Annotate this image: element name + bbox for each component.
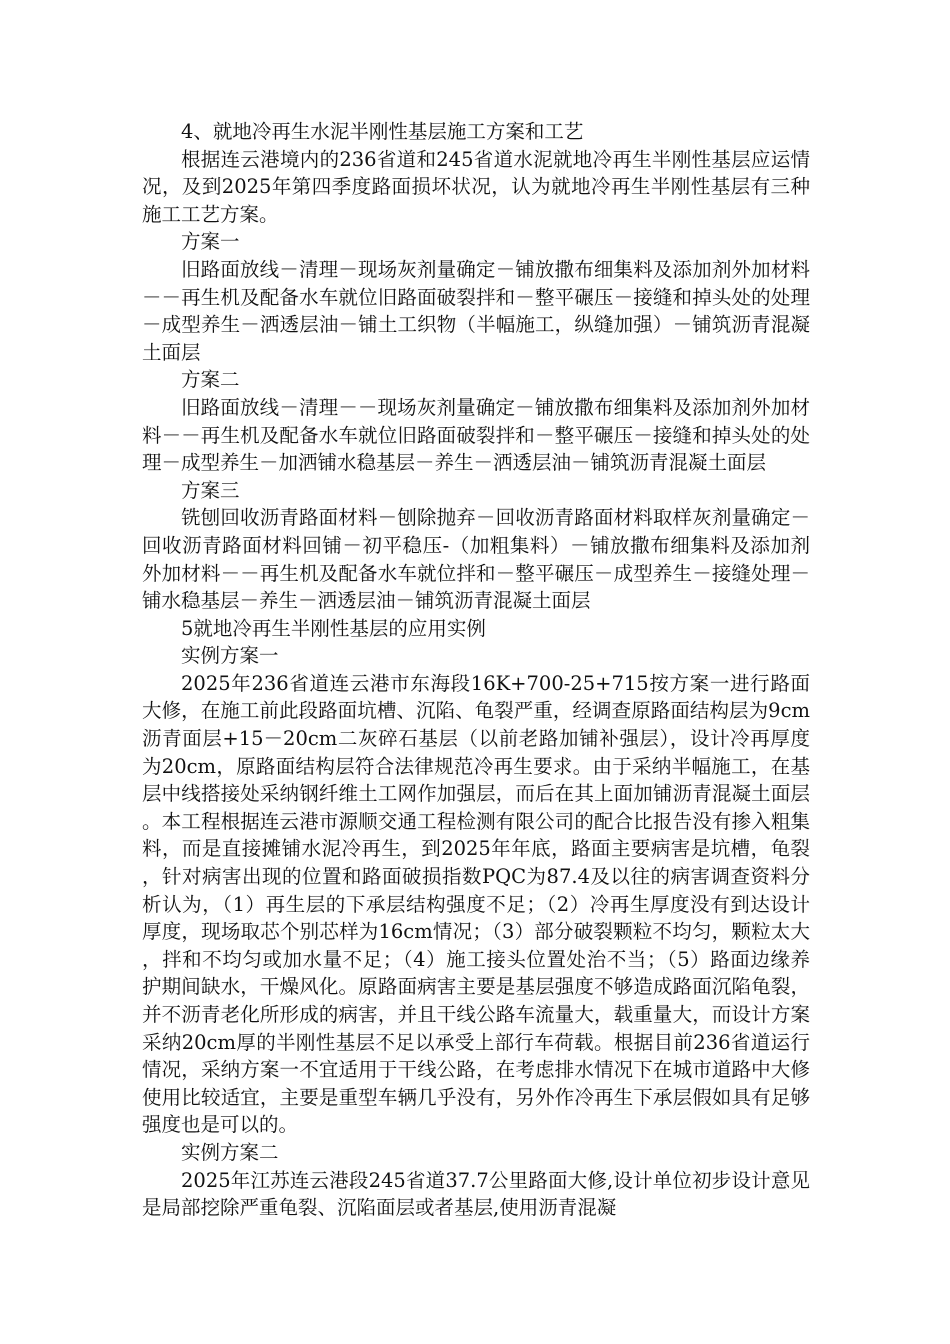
scheme-one-steps: 旧路面放线－清理－现场灰剂量确定－铺放撒布细集料及添加剂外加材料－－再生机及配备水车就位旧路面破裂拌和－整平碾压－接缝和掉头处的处理－成型养生－洒透层油－铺土工织物（半幅施工，纵缝加强）－铺筑沥青混凝土面层: [142, 257, 810, 364]
example-one-heading: 实例方案一: [181, 644, 279, 668]
scheme-one-heading: 方案一: [181, 230, 240, 254]
document-page: [142, 118, 810, 1222]
scheme-three-steps: 铣刨回收沥青路面材料－刨除抛弃－回收沥青路面材料取样灰剂量确定－回收沥青路面材料回铺－初平稳压-（加粗集料）－铺放撒布细集料及添加剂外加材料－－再生机及配备水车就位拌和－整平碾压－成型养生－接缝处理－铺水稳基层－养生－洒透层油－铺筑沥青混凝土面层: [142, 506, 810, 613]
scheme-two-heading: 方案二: [181, 368, 240, 392]
intro-paragraph: 根据连云港境内的236省道和245省道水泥就地冷再生半刚性基层应运情况，及到2025年第四季度路面损坏状况，认为就地冷再生半刚性基层有三种施工工艺方案。: [142, 147, 810, 226]
scheme-three-heading: 方案三: [181, 478, 240, 502]
example-two-body: 2025年江苏连云港段245省道37.7公里路面大修,设计单位初步设计意见是局部挖除严重龟裂、沉陷面层或者基层,使用沥青混凝: [142, 1168, 810, 1220]
example-one-body: 2025年236省道连云港市东海段16K+700-25+715按方案一进行路面大修，在施工前此段路面坑槽、沉陷、龟裂严重，经调查原路面结构层为9cm沥青面层+15－20cm二灰碎石基层（以前老路加铺补强层），设计冷再厚度为20cm，原路面结构层符合法律规范冷再生要求。由于采纳半幅施工，在基层中线搭接处采纳钢纤维土工网作加强层，而后在其上面加铺沥青混凝土面层。本工程根据连云港市源顺交通工程检测有限公司的配合比报告没有掺入粗集料，而是直接摊铺水泥冷再生，到2025年年底，路面主要病害是坑槽，龟裂，针对病害出现的位置和路面破损指数PQC为87.4及以往的病害调查资料分析认为，（1）再生层的下承层结构强度不足；（2）冷再生厚度没有到达设计厚度，现场取芯个别芯样为16cm情况；（3）部分破裂颗粒不均匀，颗粒太大，拌和不均匀或加水量不足；（4）施工接头位置处治不当；（5）路面边缘养护期间缺水，干燥风化。原路面病害主要是基层强度不够造成路面沉陷龟裂，并不沥青老化所形成的病害，并且干线公路车流量大，载重量大，而设计方案采纳20cm厚的半刚性基层不足以承受上部行车荷载。根据目前236省道运行情况，采纳方案一不宜适用于干线公路，在考虑排水情况下在城市道路中大修使用比较适宜，主要是重型车辆几乎没有，另外作冷再生下承层假如具有足够强度也是可以的。: [142, 671, 810, 1137]
example-two-heading: 实例方案二: [181, 1140, 279, 1164]
section-heading-5: 5就地冷再生半刚性基层的应用实例: [181, 616, 486, 640]
scheme-two-steps: 旧路面放线－清理－－现场灰剂量确定－铺放撒布细集料及添加剂外加材料－－再生机及配备水车就位旧路面破裂拌和－整平碾压－接缝和掉头处的处理－成型养生－加洒铺水稳基层－养生－洒透层油－铺筑沥青混凝土面层: [142, 395, 810, 475]
section-heading-4: 4、就地冷再生水泥半刚性基层施工方案和工艺: [181, 120, 584, 143]
